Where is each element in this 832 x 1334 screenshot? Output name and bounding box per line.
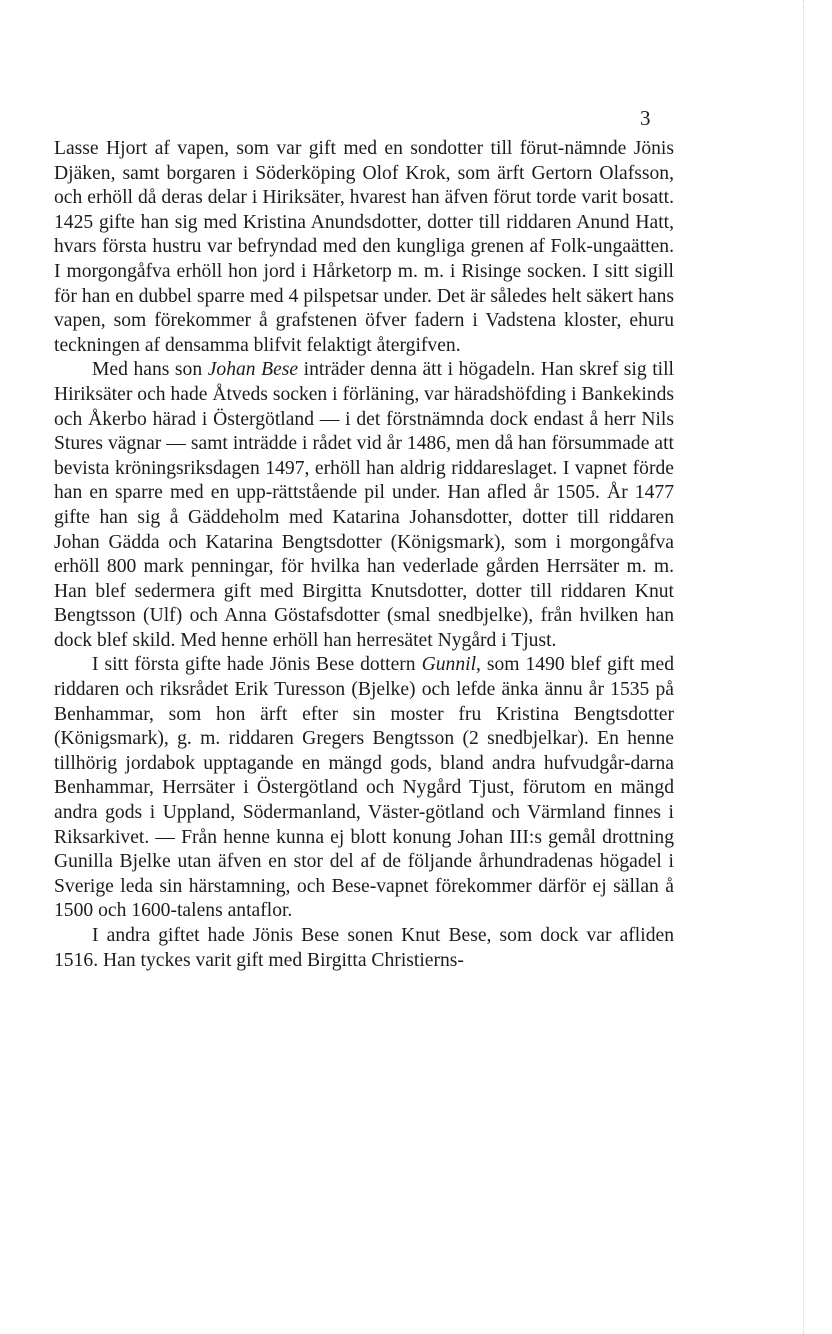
paragraph-text: , som 1490 blef gift med riddaren och riksrådet Erik Turesson (Bjelke) och lefde änka ännu år 1535 på Benhammar, som hon ärft efter sin moster fru Kristina Bengtsdotter (Königsmark), g. m. riddaren Gregers Bengtsson (2 snedbjelkar). En henne tillhörig jordabok upptagande en mängd gods, bland andra hufvudgår-darna Benhammar, Herrsäter i Östergötland och Nygård Tjust, förutom en mängd andra gods i Uppland, Södermanland, Väster-götland och Värmland finnes i Riksarkivet. — Från henne kunna ej blott konung Johan III:s gemål drottning Gunilla Bjelke utan äfven en stor del af de följande århundradenas högadel i Sverige leda sin härstamning, och Bese-vapnet förekommer därför ej sällan å 1500 och 1600-talens antaflor. — [54, 654, 674, 922]
paragraph-text: I andra giftet hade Jönis Bese sonen Knut Bese, som dock var afliden 1516. Han tyckes varit gift med Birgitta Christierns- — [54, 925, 674, 971]
paragraph-text: Med hans son — [92, 359, 208, 381]
paragraph-1 — [54, 137, 674, 358]
person-name-gunnil: Gunnil — [421, 654, 477, 676]
paragraph-2 — [54, 358, 674, 653]
page-edge-line — [803, 0, 804, 1334]
paragraph-text: I sitt första gifte hade Jönis Bese dottern — [92, 654, 422, 676]
paragraph-4 — [54, 924, 674, 973]
person-name-johan-bese: Johan Bese — [207, 359, 299, 381]
body-text — [54, 137, 674, 973]
paragraph-text: Lasse Hjort af vapen, som var gift med en sondotter till förut-nämnde Jönis Djäken, samt borgaren i Söderköping Olof Krok, som ärft Gertorn Olafsson, och erhöll då deras delar i Hiriksäter, hvarest han äfven förut torde varit bosatt. 1425 gifte han sig med Kristina Anundsdotter, dotter till riddaren Anund Hatt, hvars första hustru var befryndad med den kungliga grenen af Folk-ungaätten. I morgongåfva erhöll hon jord i Hårketorp m. m. i Risinge socken. I sitt sigill för han en dubbel sparre med 4 pilspetsar under. Det är således helt säkert hans vapen, som förekommer å grafstenen öfver fadern i Vadstena kloster, ehuru teckningen af densamma blifvit felaktigt återgifven. — [54, 138, 674, 356]
page-number: 3 — [640, 106, 651, 130]
paragraph-3 — [54, 653, 674, 924]
paragraph-text: inträder denna ätt i högadeln. Han skref sig till Hiriksäter och hade Åtveds socken i förläning, var häradshöfding i Bankekinds och Åkerbo härad i Östergötland — i det förstnämnda dock endast å herr Nils Stures vägnar — samt inträdde i rådet vid år 1486, men då han försummade att bevista kröningsriksdagen 1497, erhöll han aldrig riddareslaget. I vapnet förde han en sparre med en upp-rättstående pil under. Han afled år 1505. År 1477 gifte han sig å Gäddeholm med Katarina Johansdotter, dotter till riddaren Johan Gädda och Katarina Bengtsdotter (Königsmark), som i morgongåfva erhöll 800 mark penningar, för hvilka han vederlade gården Herrsäter m. m. Han blef sedermera gift med Birgitta Knutsdotter, dotter till riddaren Knut Bengtsson (Ulf) och Anna Göstafsdotter (smal snedbjelke), från hvilken han dock blef skild. Med henne erhöll han herresätet Nygård i Tjust. — [54, 359, 674, 651]
